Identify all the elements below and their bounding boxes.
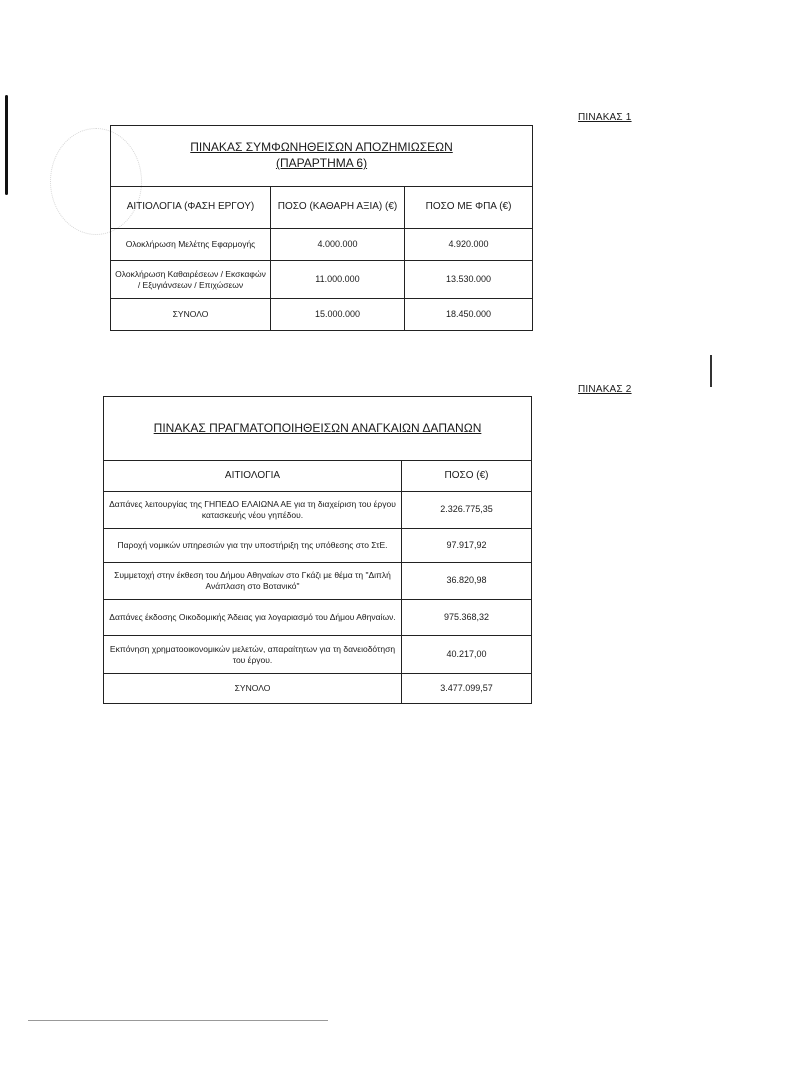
table1-header-net: ΠΟΣΟ (ΚΑΘΑΡΗ ΑΞΙΑ) (€) — [271, 187, 405, 229]
table1-label: ΠΙΝΑΚΑΣ 1 — [578, 112, 632, 123]
table2-row5-amount: 40.217,00 — [402, 636, 532, 674]
table2-total-label: ΣΥΝΟΛΟ — [104, 674, 402, 704]
table2-row2-desc: Παροχή νομικών υπηρεσιών για την υποστήριξη της υπόθεσης στο ΣτΕ. — [104, 529, 402, 563]
table-row — [111, 299, 533, 331]
table2-label: ΠΙΝΑΚΑΣ 2 — [578, 384, 632, 395]
table1-row2-net: 11.000.000 — [271, 261, 405, 299]
scan-edge-mark — [5, 95, 8, 195]
table2-row4-desc: Δαπάνες έκδοσης Οικοδομικής Άδειας για λογαριασμό του Δήμου Αθηναίων. — [104, 600, 402, 636]
table-row — [104, 674, 532, 704]
table1-title-line1: ΠΙΝΑΚΑΣ ΣΥΜΦΩΝΗΘΕΙΣΩΝ ΑΠΟΖΗΜΙΩΣΕΩΝ — [190, 140, 453, 155]
table-row — [111, 261, 533, 299]
table2-row1-amount: 2.326.775,35 — [402, 492, 532, 529]
table2-row4-amount: 975.368,32 — [402, 600, 532, 636]
table1-header-vat: ΠΟΣΟ ΜΕ ΦΠΑ (€) — [405, 187, 533, 229]
table-row — [104, 563, 532, 600]
table1-title-line2: (ΠΑΡΑΡΤΗΜΑ 6) — [275, 156, 368, 170]
table2-row1-desc: Δαπάνες λειτουργίας της ΓΗΠΕΔΟ ΕΛΑΙΩΝΑ ΑΕ για τη διαχείριση του έργου κατασκευής νέου γηπέδου. — [104, 492, 402, 529]
table2-header-amount: ΠΟΣΟ (€) — [402, 461, 532, 492]
table1-header-cause: ΑΙΤΙΟΛΟΓΙΑ (ΦΑΣΗ ΕΡΓΟΥ) — [111, 187, 271, 229]
scan-mark — [710, 355, 712, 387]
table-row — [104, 636, 532, 674]
table1-total-label: ΣΥΝΟΛΟ — [111, 299, 271, 331]
table1-row1-desc: Ολοκλήρωση Μελέτης Εφαρμογής — [111, 229, 271, 261]
table-row — [104, 600, 532, 636]
table-row — [111, 229, 533, 261]
table2-header-cause: ΑΙΤΙΟΛΟΓΙΑ — [104, 461, 402, 492]
table2-title: ΠΙΝΑΚΑΣ ΠΡΑΓΜΑΤΟΠΟΙΗΘΕΙΣΩΝ ΑΝΑΓΚΑΙΩΝ ΔΑΠΑΝΩΝ — [104, 397, 532, 461]
table2-row3-amount: 36.820,98 — [402, 563, 532, 600]
table-row — [104, 529, 532, 563]
table1-total-vat: 18.450.000 — [405, 299, 533, 331]
table1-total-net: 15.000.000 — [271, 299, 405, 331]
expenses-table — [103, 396, 532, 704]
table1-title — [111, 126, 533, 187]
scan-bottom-line — [28, 1020, 328, 1021]
table-row — [104, 492, 532, 529]
table1-row1-vat: 4.920.000 — [405, 229, 533, 261]
table2-row2-amount: 97.917,92 — [402, 529, 532, 563]
table1-row2-vat: 13.530.000 — [405, 261, 533, 299]
table2-total-amount: 3.477.099,57 — [402, 674, 532, 704]
compensation-table — [110, 125, 533, 331]
table2-row5-desc: Εκπόνηση χρηματοοικονομικών μελετών, απαραίτητων για τη δανειοδότηση του έργου. — [104, 636, 402, 674]
table1-row2-desc: Ολοκλήρωση Καθαιρέσεων / Εκσκαφών / Εξυγιάνσεων / Επιχώσεων — [111, 261, 271, 299]
table1-row1-net: 4.000.000 — [271, 229, 405, 261]
table2-row3-desc: Συμμετοχή στην έκθεση του Δήμου Αθηναίων στο Γκάζι με θέμα τη "Διπλή Ανάπλαση στο Βοτανικό" — [104, 563, 402, 600]
